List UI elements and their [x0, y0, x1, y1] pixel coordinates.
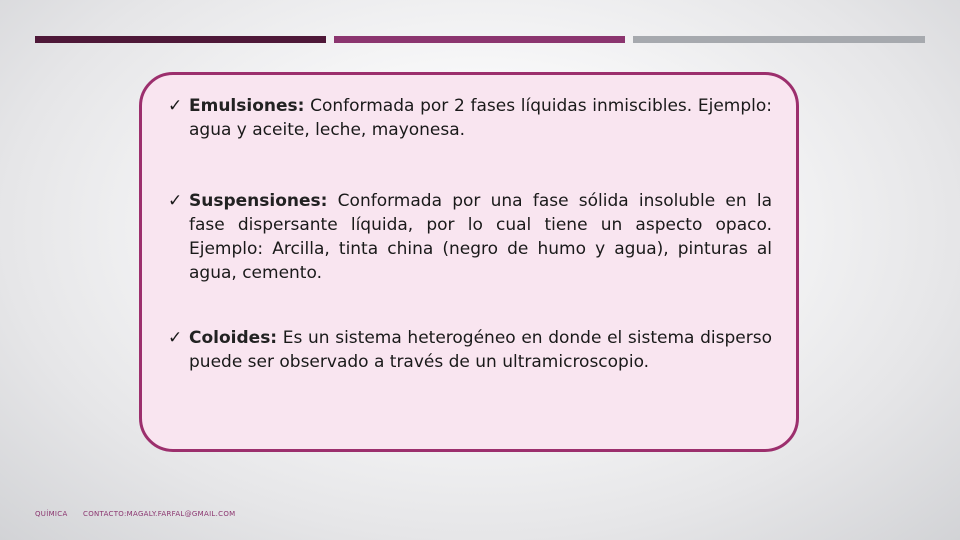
list-item-suspensiones [168, 189, 772, 285]
checkmark-icon: ✓ [168, 328, 183, 348]
list-item-coloides [168, 326, 772, 374]
header-bar-right [633, 36, 925, 43]
item-term: Coloides: [189, 328, 278, 348]
footer-contact: CONTACTO:MAGALY.FARFAL@GMAIL.COM [83, 510, 236, 518]
header-bar-left [35, 36, 326, 43]
item-text: Conformada por una fase sólida insoluble en la fase dispersante líquida, por lo cual tiene un aspecto opaco. Ejemplo: Arcilla, tinta china (negro de humo y agua), pinturas al agua, cemento. [189, 191, 772, 283]
checkmark-icon: ✓ [168, 191, 183, 211]
item-paragraph [189, 94, 772, 142]
item-term: Suspensiones: [189, 191, 328, 211]
footer-subject: QUÍMICA [35, 510, 68, 518]
item-paragraph [189, 326, 772, 374]
list-item-emulsiones [168, 94, 772, 142]
checkmark-icon: ✓ [168, 96, 183, 116]
item-text: Es un sistema heterogéneo en donde el sistema disperso puede ser observado a través de un ultramicroscopio. [189, 328, 772, 372]
header-bar-middle [334, 36, 625, 43]
item-text: Conformada por 2 fases líquidas inmiscibles. Ejemplo: agua y aceite, leche, mayonesa. [189, 96, 772, 140]
item-paragraph [189, 189, 772, 285]
item-term: Emulsiones: [189, 96, 305, 116]
